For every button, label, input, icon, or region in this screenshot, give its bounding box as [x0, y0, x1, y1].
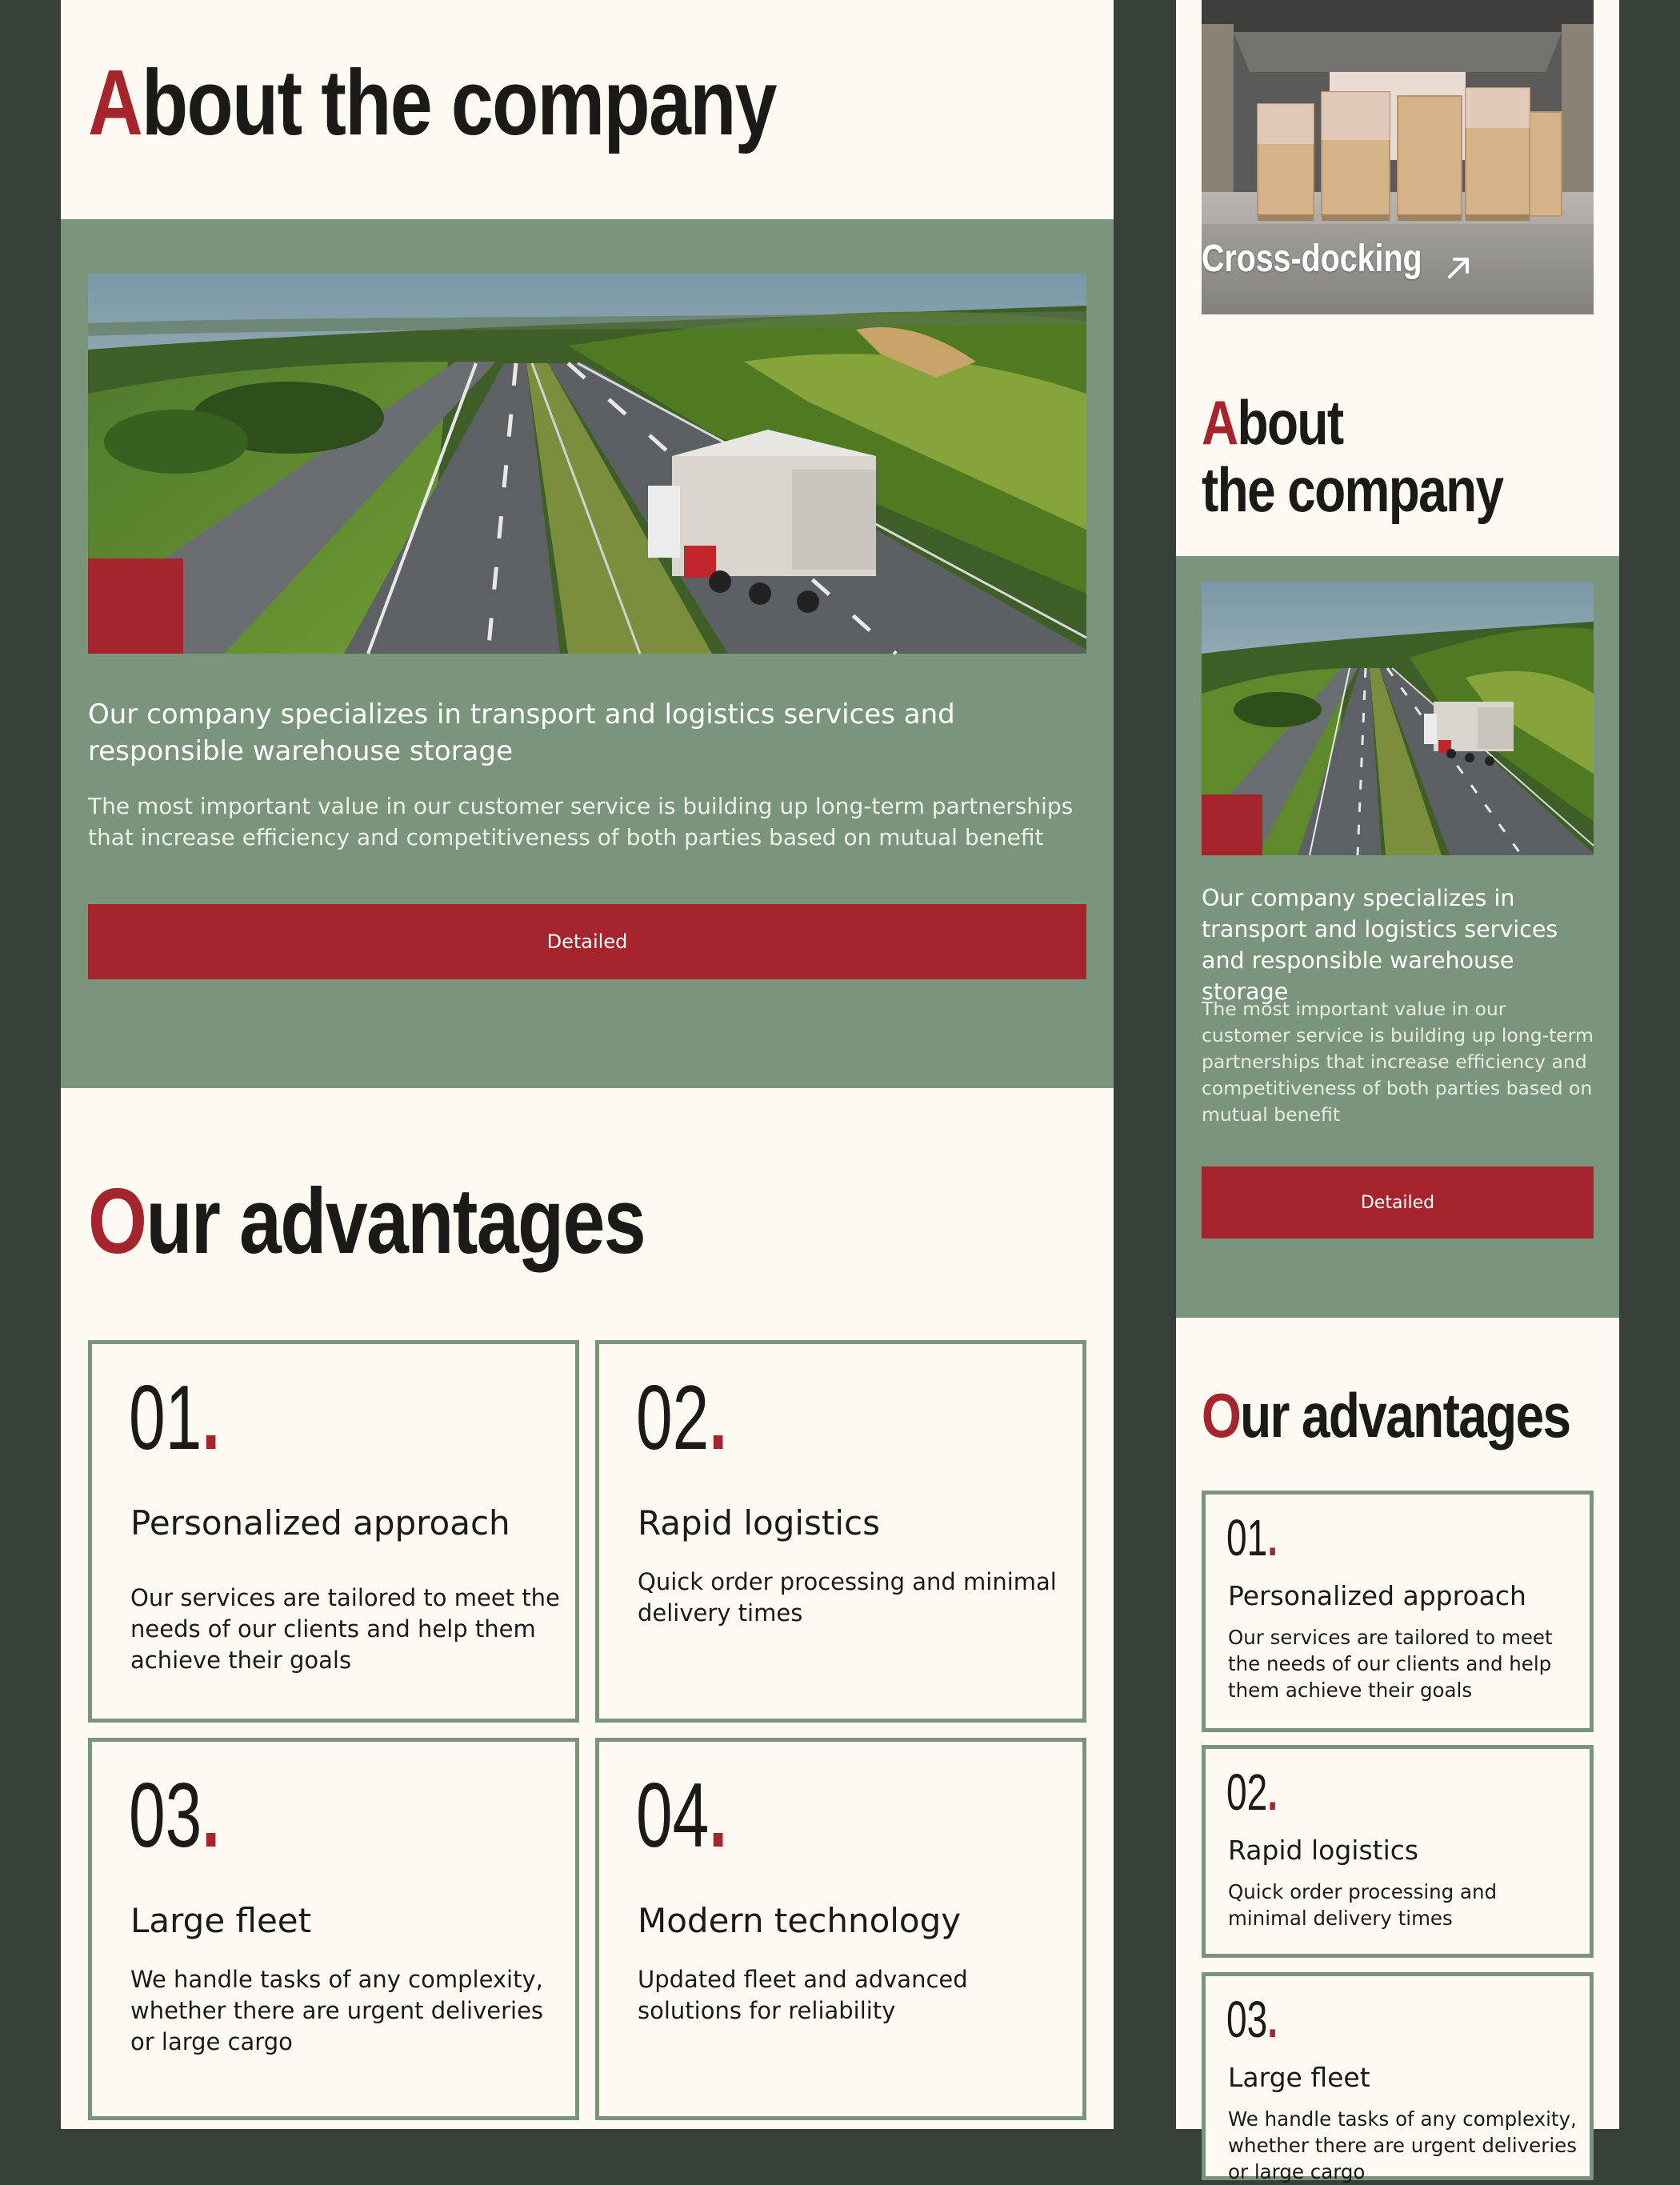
mobile-page: [1176, 0, 1619, 2183]
advantage-card-4: [595, 1738, 1086, 2120]
red-dot: .: [202, 1367, 221, 1469]
advantage-number: [636, 1765, 728, 1867]
advantage-number-value: 01: [129, 1367, 202, 1469]
advantage-card-1: [1202, 1491, 1594, 1732]
advantage-card-3: [1202, 1972, 1594, 2183]
advantage-title: Personalized approach: [1228, 1580, 1526, 1611]
red-dot: .: [1267, 1763, 1278, 1821]
advantage-title: Personalized approach: [130, 1503, 510, 1543]
advantages-title-rest: ur advantages: [146, 1169, 645, 1273]
red-dot: .: [709, 1765, 728, 1867]
red-dot: .: [1267, 1509, 1278, 1567]
arrow-up-right-icon[interactable]: [1445, 253, 1474, 282]
red-dot: .: [709, 1367, 728, 1469]
cross-docking-label[interactable]: Cross-docking: [1202, 238, 1422, 280]
mobile-about-section: [1176, 556, 1619, 1318]
advantage-text: We handle tasks of any complexity, whether there are urgent deliveries or large cargo: [1228, 2107, 1577, 2183]
about-title-initial: A: [88, 50, 142, 154]
advantage-number-value: 02: [636, 1367, 710, 1469]
detailed-button[interactable]: Detailed: [88, 904, 1086, 979]
advantage-number-value: 04: [636, 1765, 710, 1867]
about-title-line1-rest: bout: [1237, 387, 1343, 458]
advantage-card-3: [88, 1738, 579, 2120]
advantage-text: Our services are tailored to meet the needs of our clients and help them achieve their goals: [1228, 1626, 1553, 1702]
advantage-text: Quick order processing and minimal delivery times: [1228, 1880, 1498, 1930]
about-body-text: The most important value in our customer service is building up long-term partnerships that increase efficiency and competitiveness of both parties based on mutual benefit: [88, 793, 1074, 850]
advantage-title: Large fleet: [1228, 2062, 1370, 2093]
advantage-number-value: 01: [1226, 1509, 1268, 1567]
about-title-rest: bout the company: [142, 50, 776, 154]
advantage-text: Quick order processing and minimal delivery times: [638, 1568, 1057, 1627]
advantage-title: Large fleet: [130, 1901, 312, 1940]
advantage-text: We handle tasks of any complexity, whether there are urgent deliveries or large cargo: [130, 1966, 544, 2055]
advantage-number: [636, 1367, 728, 1469]
advantage-number-value: 03: [129, 1765, 202, 1867]
advantage-card-1: [88, 1340, 579, 1723]
about-lead-text: Our company specializes in transport and logistics services and responsible warehouse storage: [1202, 885, 1558, 1005]
about-body-text: The most important value in our customer service is building up long-term partnerships that increase efficiency and competitiveness of both parties based on mutual benefit: [1202, 998, 1594, 1126]
advantages-title-initial: O: [1202, 1380, 1241, 1451]
advantage-card-2: [1202, 1745, 1594, 1958]
desktop-page: [61, 0, 1114, 2129]
advantage-number: [1226, 1509, 1278, 1567]
advantage-title: Modern technology: [638, 1901, 962, 1940]
advantage-number-value: 03: [1226, 1991, 1268, 2048]
advantage-number: [129, 1765, 221, 1867]
detailed-button[interactable]: Detailed: [1202, 1167, 1594, 1239]
about-lead-text: Our company specializes in transport and logistics services and responsible warehouse storage: [88, 698, 955, 767]
advantage-text: Our services are tailored to meet the needs of our clients and help them achieve their goals: [130, 1584, 560, 1674]
mobile-about-title: [1202, 389, 1569, 523]
mobile-advantages-title: [1202, 1380, 1570, 1451]
advantage-number: [129, 1367, 221, 1469]
highway-truck-image: [1202, 582, 1594, 855]
advantages-title-rest: ur advantages: [1240, 1380, 1570, 1451]
advantage-title: Rapid logistics: [1228, 1835, 1419, 1866]
advantages-title-initial: O: [88, 1169, 146, 1273]
advantage-number: [1226, 1763, 1278, 1821]
red-dot: .: [1267, 1991, 1278, 2048]
advantage-title: Rapid logistics: [638, 1503, 881, 1543]
advantage-text: Updated fleet and advanced solutions for reliability: [638, 1966, 968, 2024]
advantages-grid: [88, 1340, 1086, 2102]
advantage-number: [1226, 1991, 1278, 2048]
about-title: [88, 50, 776, 154]
highway-truck-image: [88, 274, 1086, 654]
red-dot: .: [202, 1765, 221, 1867]
about-section: [61, 219, 1114, 1088]
advantages-title: [88, 1169, 645, 1273]
about-title-initial: A: [1202, 387, 1238, 458]
advantage-number-value: 02: [1226, 1763, 1268, 1821]
about-title-line2: the company: [1202, 454, 1503, 525]
advantage-card-2: [595, 1340, 1086, 1723]
